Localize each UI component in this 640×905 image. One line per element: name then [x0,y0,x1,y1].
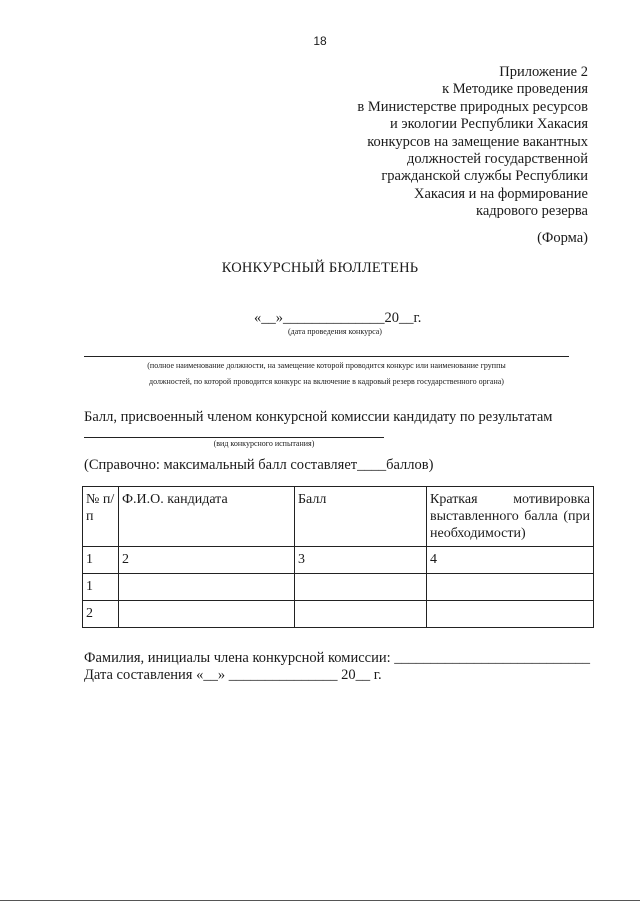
appendix-line: Хакасия и на формирование [413,185,588,202]
position-caption-line2: должностей, по которой проводится конкурс на включение в кадровый резерв государственного органа) [149,377,504,386]
appendix-line: конкурсов на замещение вакантных [367,133,588,150]
header-reason-line: необходимости) [430,526,526,541]
reference-note: (Справочно: максимальный балл составляет____баллов) [84,457,434,473]
table-row [83,601,594,628]
index-cell: 3 [295,547,427,574]
row-num-cell: 2 [83,601,119,628]
header-num: № п/п [83,487,119,547]
candidate-name-cell[interactable] [119,601,295,628]
contest-date-line: «__»______________20__г. [254,310,422,326]
table-header-row [83,487,594,547]
test-type-caption: (вид конкурсного испытания) [213,439,315,448]
row-num-cell: 1 [83,574,119,601]
appendix-line: в Министерстве природных ресурсов [357,98,588,115]
document-title: КОНКУРСНЫЙ БЮЛЛЕТЕНЬ [221,260,419,276]
form-label: (Форма) [537,230,588,246]
index-cell: 2 [119,547,295,574]
appendix-line: Приложение 2 [499,64,588,80]
table-row [83,574,594,601]
header-score: Балл [295,487,427,547]
appendix-line: и экологии Республики Хакасия [390,116,588,133]
index-cell: 1 [83,547,119,574]
position-rule [84,356,569,357]
appendix-line: к Методике проведения [442,81,588,98]
header-name: Ф.И.О. кандидата [119,487,295,547]
score-cell[interactable] [295,601,427,628]
appendix-line: должностей государственной [407,151,588,168]
reason-cell[interactable] [427,574,594,601]
header-reason [427,487,594,547]
contest-date-caption: (дата проведения конкурса) [288,327,382,336]
header-reason-line: Краткая мотивировка [430,492,590,507]
page-number: 18 [313,34,327,48]
candidate-name-cell[interactable] [119,574,295,601]
ballot-table [82,486,594,628]
score-statement: Балл, присвоенный членом конкурсной комиссии кандидату по результатам [84,409,553,425]
commission-member-line: Фамилия, инициалы члена конкурсной комиссии: ___________________________ [84,650,590,666]
header-reason-line: выставленного балла (при [430,509,590,524]
appendix-line: кадрового резерва [476,203,588,220]
score-cell[interactable] [295,574,427,601]
appendix-line: гражданской службы Республики [381,168,588,185]
appendix-header [357,64,588,221]
position-caption-line1: (полное наименование должности, на замещение которой проводится конкурс или наименование группы [147,361,506,370]
page-bottom-edge [0,900,640,901]
table-index-row [83,547,594,574]
test-type-rule [84,437,384,438]
index-cell: 4 [427,547,594,574]
reason-cell[interactable] [427,601,594,628]
compilation-date-line: Дата составления «__» _______________ 20__ г. [84,667,382,683]
